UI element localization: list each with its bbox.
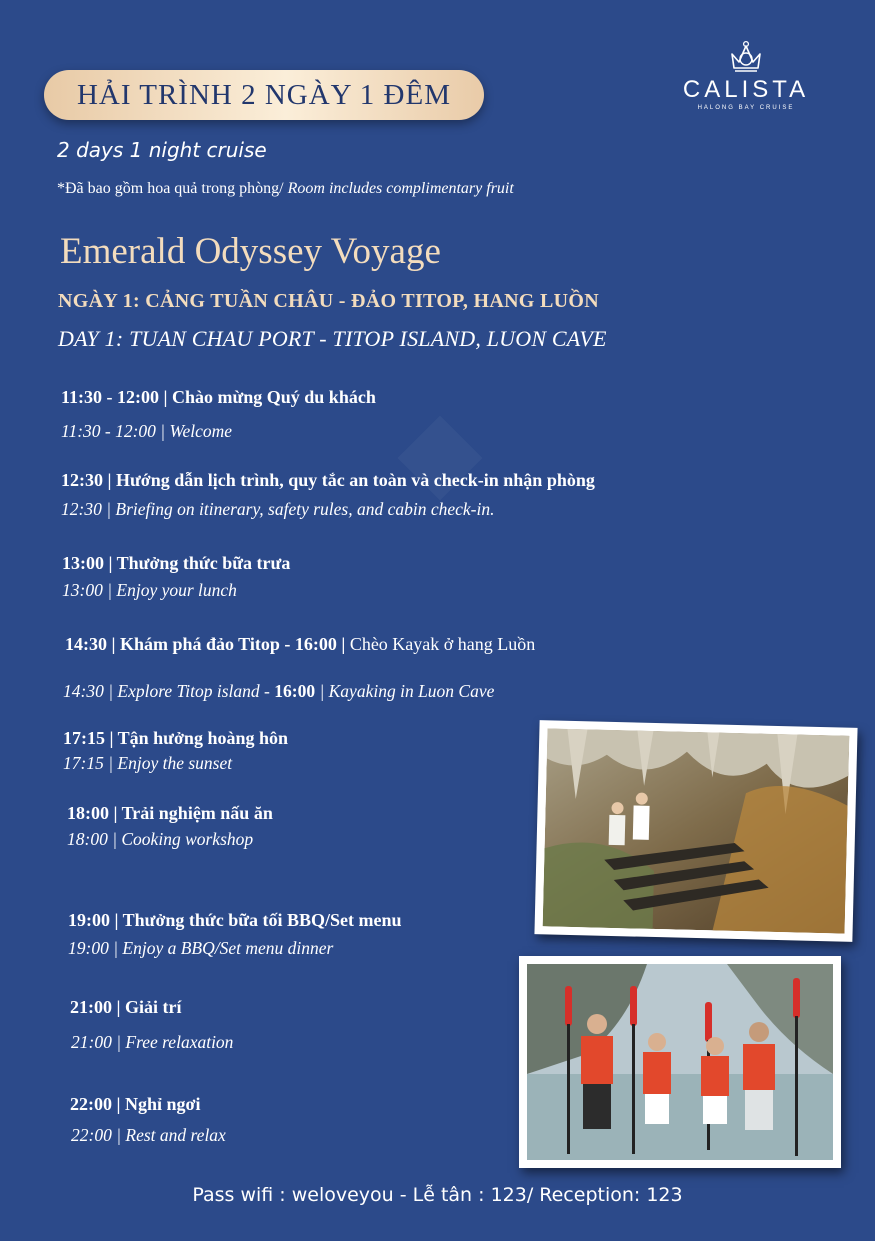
schedule-item-en-b: 16:00 xyxy=(274,681,316,701)
schedule-item-vn: 12:30 | Hướng dẫn lịch trình, quy tắc an toàn và check-in nhận phòng xyxy=(61,470,595,490)
brand-logo xyxy=(676,40,816,111)
schedule-item-en xyxy=(63,681,494,702)
schedule-item-vn: 17:15 | Tận hưởng hoàng hôn xyxy=(63,728,288,748)
schedule-item-vn: 19:00 | Thưởng thức bữa tối BBQ/Set menu xyxy=(68,910,402,930)
kayak-scene xyxy=(527,964,833,1160)
schedule-item-vn: 13:00 | Thưởng thức bữa trưa xyxy=(62,553,291,573)
schedule-item-en-a: 14:30 | Explore Titop island - xyxy=(63,681,275,701)
schedule-item-en: 19:00 | Enjoy a BBQ/Set menu dinner xyxy=(68,938,334,958)
crown-icon xyxy=(726,40,766,74)
schedule-item-en: 13:00 | Enjoy your lunch xyxy=(62,580,237,600)
day-heading-en: DAY 1: TUAN CHAU PORT - TITOP ISLAND, LUON CAVE xyxy=(58,326,607,351)
schedule-item-vn-bold: 14:30 | Khám phá đảo Titop - 16:00 | xyxy=(65,634,346,654)
cave-photo xyxy=(534,720,857,942)
subtitle-en: 2 days 1 night cruise xyxy=(57,138,267,162)
brand-tagline: HALONG BAY CRUISE xyxy=(697,105,795,111)
fruit-note-vn: *Đã bao gồm hoa quả trong phòng/ xyxy=(57,180,284,197)
brand-name: CALISTA xyxy=(682,76,810,103)
schedule-item-en: 17:15 | Enjoy the sunset xyxy=(63,753,233,773)
fruit-note-en: Room includes complimentary fruit xyxy=(287,180,514,197)
cave-scene xyxy=(543,728,850,933)
schedule-item-en: 22:00 | Rest and relax xyxy=(71,1125,226,1145)
footer-wifi-reception: Pass wifi : weloveyou - Lễ tân : 123/ Reception: 123 xyxy=(192,1184,683,1206)
schedule-item-en: 12:30 | Briefing on itinerary, safety rules, and cabin check-in. xyxy=(61,499,495,519)
schedule-item-vn xyxy=(65,634,535,655)
page-title: HẢI TRÌNH 2 NGÀY 1 ĐÊM xyxy=(76,78,451,111)
schedule-item-en: 11:30 - 12:00 | Welcome xyxy=(61,421,233,441)
title-banner xyxy=(44,70,484,120)
schedule-item-vn-light: Chèo Kayak ở hang Luồn xyxy=(345,634,536,654)
schedule-item-en: 21:00 | Free relaxation xyxy=(71,1032,234,1052)
kayak-photo xyxy=(519,956,841,1168)
schedule-item-vn: 22:00 | Nghỉ ngơi xyxy=(70,1094,201,1114)
fruit-note xyxy=(57,180,514,198)
schedule-item-vn: 11:30 - 12:00 | Chào mừng Quý du khách xyxy=(61,387,376,407)
schedule-item-vn: 18:00 | Trải nghiệm nấu ăn xyxy=(67,803,273,823)
day-heading-vn: NGÀY 1: CẢNG TUẦN CHÂU - ĐẢO TITOP, HANG LUỒN xyxy=(58,290,599,312)
schedule-item-vn: 21:00 | Giải trí xyxy=(70,997,182,1017)
schedule-item-en: 18:00 | Cooking workshop xyxy=(67,829,254,849)
schedule-item-en-c: | Kayaking in Luon Cave xyxy=(315,681,495,701)
voyage-title: Emerald Odyssey Voyage xyxy=(60,231,441,272)
